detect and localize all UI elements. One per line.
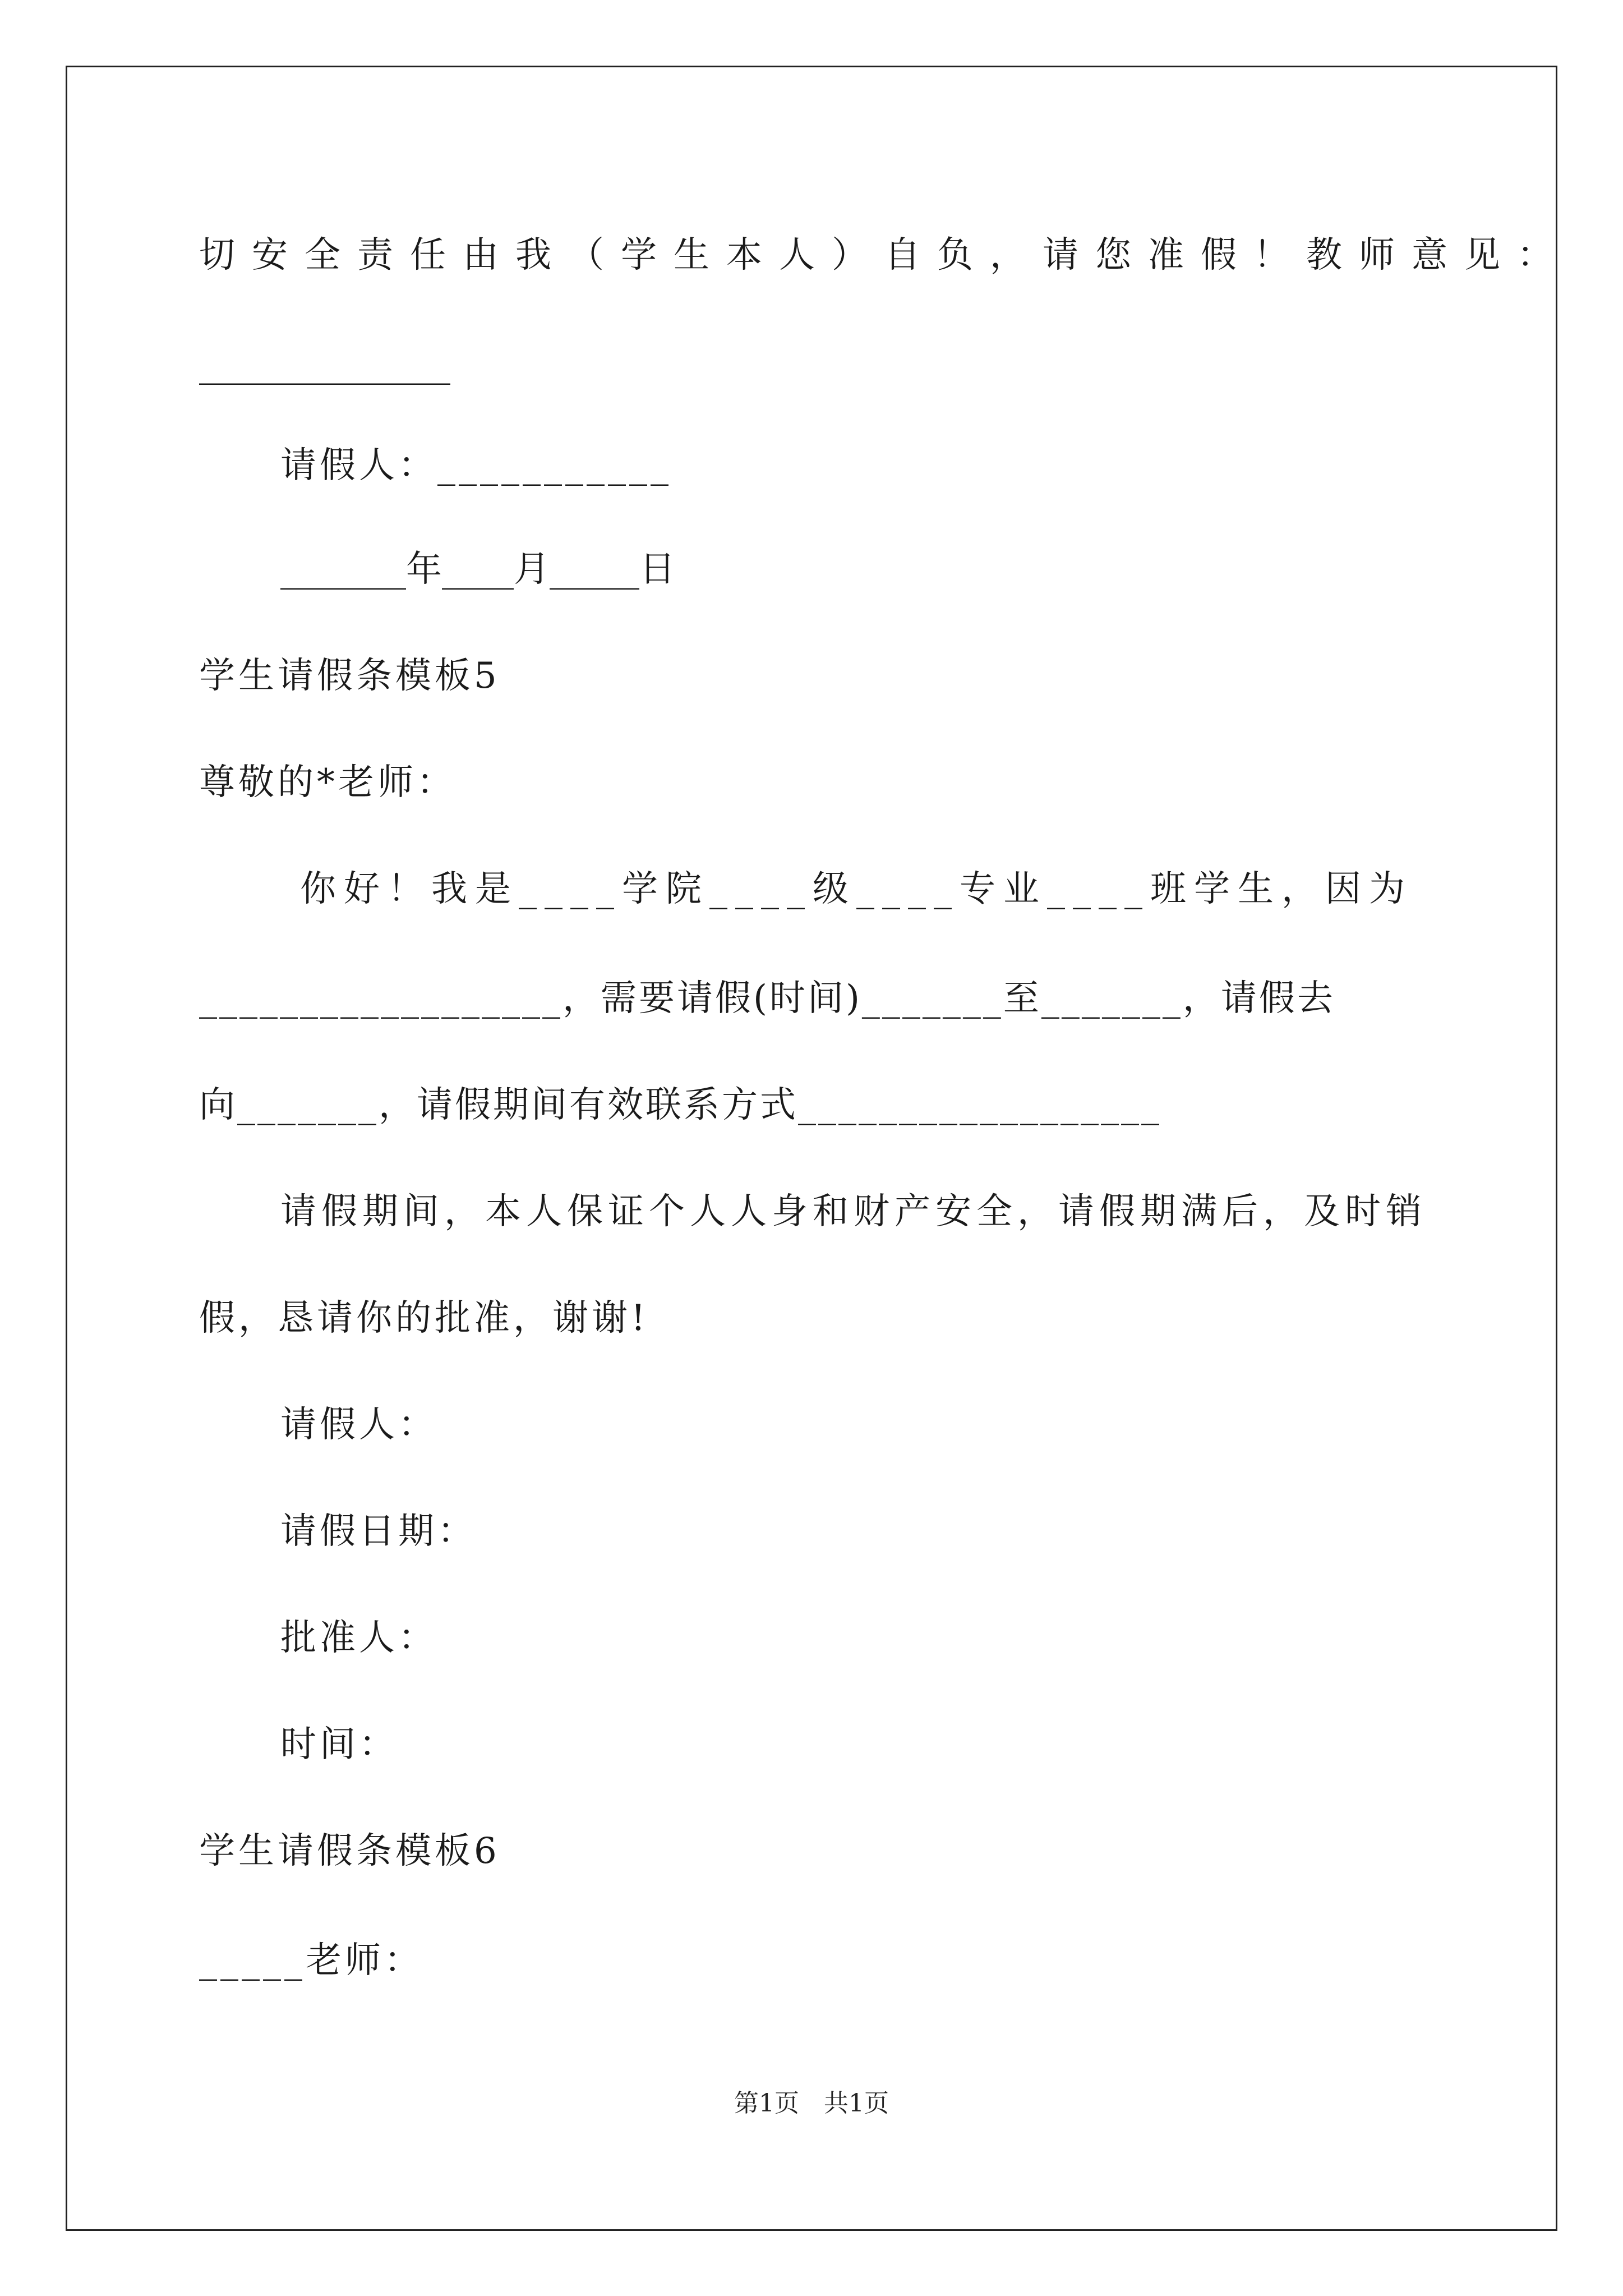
leave-date-label: 请假日期：: [280, 1511, 477, 1552]
section-title-5: 学生请假条模板5: [199, 655, 500, 697]
teacher-opinion-blank: ______________: [199, 344, 450, 385]
page-border: [66, 66, 1557, 2231]
body-line-4: 请假期间，本人保证个人人身和财产安全，请假期满后，及时销: [280, 1191, 1427, 1232]
salutation-6: _____老师：: [199, 1940, 423, 1981]
text-line-1: 切安全责任由我（学生本人）自负，请您准假！教师意见：: [199, 234, 1570, 276]
body-line-3: 向_______，请假期间有效联系方式__________________: [199, 1084, 1161, 1126]
applicant-label: 请假人：: [280, 1404, 437, 1446]
body-line-5: 假，恳请你的批准，谢谢!: [199, 1297, 649, 1339]
section-title-6: 学生请假条模板6: [199, 1830, 500, 1872]
date-line: _______年____月_____日: [280, 549, 675, 590]
body-line-2: __________________，需要请假(时间)_______至_______，请假去: [199, 978, 1335, 1019]
applicant-line: 请假人：___________: [280, 445, 672, 486]
page-footer: 第1页 共1页: [734, 2089, 889, 2118]
time-label: 时间：: [280, 1724, 398, 1765]
salutation-5: 尊敬的*老师：: [199, 762, 456, 803]
approver-label: 批准人：: [280, 1617, 437, 1659]
body-line-1: 你好！我是____学院____级____专业____班学生，因为: [300, 868, 1413, 910]
